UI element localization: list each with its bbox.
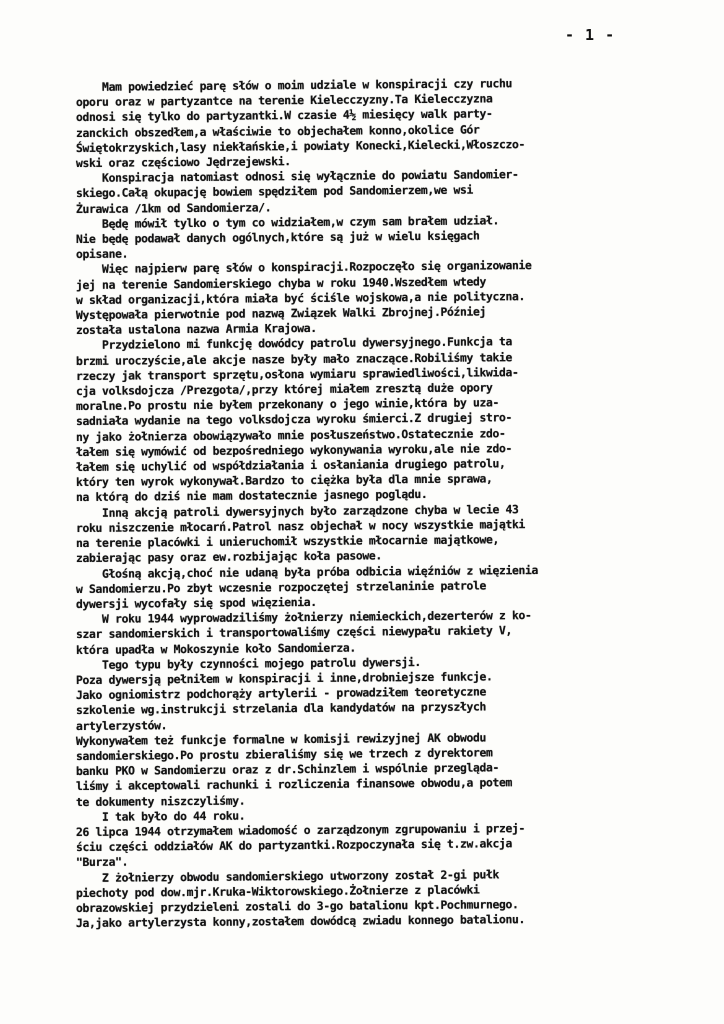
text-line: 26 lipca 1944 otrzymałem wiadomość o zarządzonym zgrupowaniu i przej- xyxy=(75,821,526,839)
text-line: liśmy i akceptowali rachunki i rozliczenia finansowe obwodu,a potem xyxy=(75,775,513,794)
text-line: moralne.Po prostu nie byłem przekonany o jego winie,która by uza- xyxy=(75,395,500,414)
text-line: która upadła w Mokoszynie koło Sandomierza. xyxy=(75,640,356,657)
text-line: zabierając pasy oraz ew.rozbijając koła pasowe. xyxy=(75,548,382,566)
text-line: Żurawica /1km od Sandomierza/. xyxy=(75,199,272,216)
text-line: ściu części oddziałów AK do partyzantki.Rozpoczynała się t.zw.akcja xyxy=(75,836,513,855)
typed-text-body xyxy=(75,76,716,931)
text-line: piechoty pod dow.mjr.Kruka-Wiktorowskiego.Żołnierze z placówki xyxy=(75,882,480,900)
text-line: Występowała pierwotnie pod nazwą Związek Walki Zbrojnej.Później xyxy=(75,304,487,323)
text-line: I tak było do 44 roku. xyxy=(75,808,246,824)
text-line: łałem się uchylić od współdziałania i osłaniania drugiego patrolu, xyxy=(75,456,506,475)
text-line: jej na terenie Sandomierskiego chyba w roku 1940.Wszedłem wtedy xyxy=(75,274,487,292)
text-line: te dokumenty niszczyliśmy. xyxy=(75,793,246,809)
text-line: cja volksdojcza /Prezgota/,przy której miałem zresztą duże opory xyxy=(75,380,493,399)
text-line: roku niszczenie młocarń.Patrol nasz objechał w nocy wszystkie majątki xyxy=(75,516,526,535)
text-line: na terenie placówki i unieruchomił wszystkie młocarnie majątkowe, xyxy=(75,532,500,551)
text-line: Będę mówił tylko o tym co widziałem,w czym sam brałem udział. xyxy=(75,213,500,231)
text-line: rzeczy jak transport sprzętu,osłona wymiaru sprawiedliwości,likwida- xyxy=(75,364,519,383)
text-line: wski oraz częściowo Jędrzejewski. xyxy=(75,154,291,171)
text-line: który ten wyrok wykonywał.Bardzo to ciężka była dla mnie sprawa, xyxy=(75,471,493,490)
text-line: Ja,jako artylerzysta konny,zostałem dowódcą zwiadu konnego batalionu. xyxy=(75,912,526,931)
text-line: odnosi się tylko do partyzantki.W czasie 4½ miesięcy walk party- xyxy=(75,106,493,125)
text-line: ny jako żołnierza obowiązywało mnie posłuszeństwo.Ostatecznie zdo- xyxy=(75,425,506,444)
text-line: Z żołnierzy obwodu sandomierskiego utworzony został 2-gi pułk xyxy=(75,866,500,885)
text-line: Nie będę podawał danych ogólnych,które są już w wielu księgach xyxy=(75,228,480,247)
text-line: Więc najpierw parę słów o konspiracji.Rozpoczęło się organizowanie xyxy=(75,258,532,277)
text-line: zanckich obszedłem,a właściwie to objechałem konno,okolice Gór xyxy=(75,122,480,140)
text-line: w skład organizacji,która miała być ściśle wojskowa,a nie polityczna. xyxy=(75,288,526,307)
text-line: Poza dywersją pełniłem w konspiracji i inne,drobniejsze funkcje. xyxy=(75,669,493,687)
text-line: Jako ogniomistrz podchorąży artylerii - prowadziłem teoretyczne xyxy=(75,684,487,703)
text-line: Przydzielono mi funkcję dowódcy patrolu dywersyjnego.Funkcja ta xyxy=(75,334,513,353)
text-line: W roku 1944 wyprowadziliśmy żołnierzy niemieckich,dezerterów z ko- xyxy=(75,608,532,627)
text-line: banku PKO w Sandomierzu oraz z dr.Schinzlem i wspólnie przegląda- xyxy=(75,760,500,779)
text-line: szkolenie wg.instrukcji strzelania dla kandydatów na przyszłych xyxy=(75,699,487,718)
text-line: sadniała wydanie na tego volksdojcza wyroku śmierci.Z drugiej stro- xyxy=(75,410,513,429)
text-line: sandomierskiego.Po prostu zbieraliśmy się we trzech z dyrektorem xyxy=(75,745,493,763)
text-line: "Burza". xyxy=(75,854,129,870)
text-line: w Sandomierzu.Po zbyt wczesnie rozpoczętej strzelaninie patrole xyxy=(75,578,487,596)
text-line: Inną akcją patroli dywersyjnych było zarządzone chyba w lecie 43 xyxy=(75,501,519,520)
text-line: Mam powiedzieć parę słów o moim udziale w konspiracji czy ruchu xyxy=(75,76,513,94)
text-line: została ustalona nazwa Armia Krajowa. xyxy=(75,321,317,338)
text-line: brzmi uroczyście,ale akcje nasze były mało znaczące.Robiliśmy takie xyxy=(75,349,513,368)
text-line: Głośną akcją,choć nie udaną była próba odbicia więźniów z więzienia xyxy=(75,562,539,581)
text-line: Świętokrzyskich,lasy niekłańskie,i powiaty Konecki,Kielecki,Włoszczo- xyxy=(75,136,526,155)
text-line: szar sandomierskich i transportowaliśmy części niewypału rakiety V, xyxy=(75,623,513,642)
text-line: artylerzystów. xyxy=(75,717,168,733)
page-number: - 1 - xyxy=(565,26,616,44)
text-line: obrazowskiej przydzieleni zostali do 3-go batalionu kpt.Pochmurnego. xyxy=(75,897,519,915)
text-line: dywersji wycofały się spod więzienia. xyxy=(75,594,317,611)
text-line: skiego.Całą okupację bowiem spędziłem pod Sandomierzem,we wsi xyxy=(75,182,474,201)
text-line: opisane. xyxy=(75,246,129,262)
text-line: oporu oraz w partyzantce na terenie Kielecczyzny.Ta Kielecczyzna xyxy=(75,91,493,110)
text-line: na którą do dziś nie mam dostatecznie jasnego poglądu. xyxy=(75,487,428,505)
text-line: Konspiracja natomiast odnosi się wyłącznie do powiatu Sandomier- xyxy=(75,167,519,186)
text-line: łałem się wymówić od bezpośredniego wykonywania wyroku,ale nie zdo- xyxy=(75,441,513,459)
text-line: Wykonywałem też funkcje formalne w komisji rewizyjnej AK obwodu xyxy=(75,730,487,748)
text-line: Tego typu były czynności mojego patrolu dywersji. xyxy=(75,654,421,672)
